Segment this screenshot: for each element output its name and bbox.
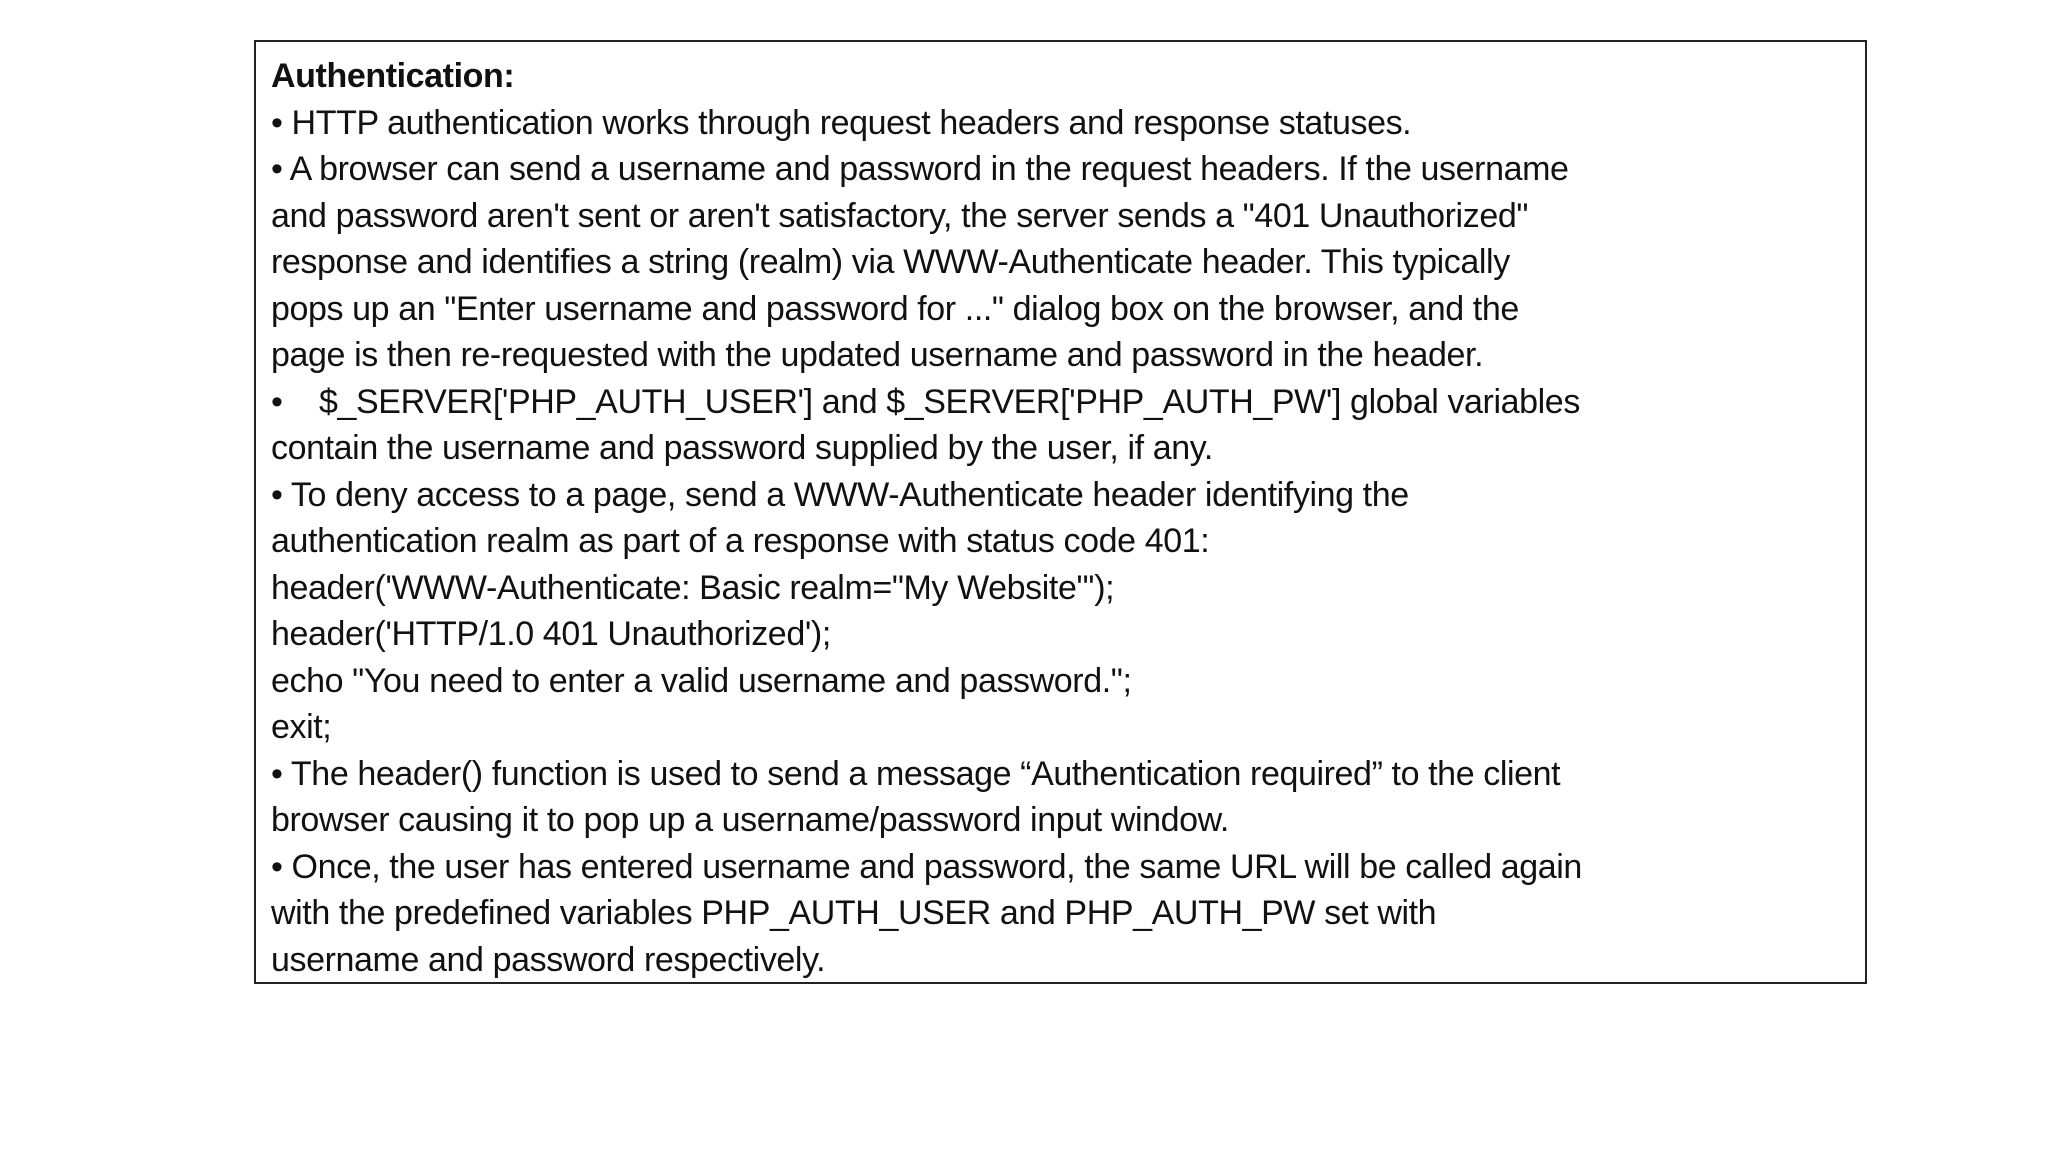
- text-line: response and identifies a string (realm) via WWW-Authenticate header. This typically: [271, 243, 1510, 281]
- code-line: header('HTTP/1.0 401 Unauthorized');: [271, 615, 831, 653]
- text-line: pops up an "Enter username and password for ..." dialog box on the browser, and the: [271, 289, 1519, 328]
- code-line: echo "You need to enter a valid username and password.";: [271, 661, 1132, 700]
- code-line: header('WWW-Authenticate: Basic realm="My Website"');: [271, 568, 1115, 607]
- text-line-server-vars: [271, 379, 1831, 426]
- text-block: [271, 53, 1831, 983]
- text-line: • Once, the user has entered username and password, the same URL will be called again: [271, 847, 1582, 886]
- server-vars-text: $_SERVER['PHP_AUTH_USER'] and $_SERVER['PHP_AUTH_PW'] global variables: [319, 382, 1580, 421]
- text-line: and password aren't sent or aren't satisfactory, the server sends a "401 Unauthorized": [271, 196, 1529, 235]
- text-line: • HTTP authentication works through request headers and response statuses.: [271, 103, 1412, 142]
- text-line: • To deny access to a page, send a WWW-Authenticate header identifying the: [271, 475, 1409, 514]
- text-line: authentication realm as part of a response with status code 401:: [271, 522, 1210, 560]
- code-line: exit;: [271, 708, 332, 746]
- text-line: • The header() function is used to send a message “Authentication required” to the client: [271, 754, 1561, 793]
- text-line: contain the username and password supplied by the user, if any.: [271, 429, 1213, 467]
- content-box: [254, 40, 1867, 984]
- text-line: • A browser can send a username and password in the request headers. If the username: [271, 150, 1569, 188]
- section-title: Authentication:: [271, 57, 515, 95]
- text-line: username and password respectively.: [271, 940, 826, 979]
- bullet: •: [271, 382, 283, 421]
- text-line: with the predefined variables PHP_AUTH_USER and PHP_AUTH_PW set with: [271, 894, 1437, 932]
- text-line: page is then re-requested with the updated username and password in the header.: [271, 336, 1484, 374]
- text-line: browser causing it to pop up a username/password input window.: [271, 801, 1229, 839]
